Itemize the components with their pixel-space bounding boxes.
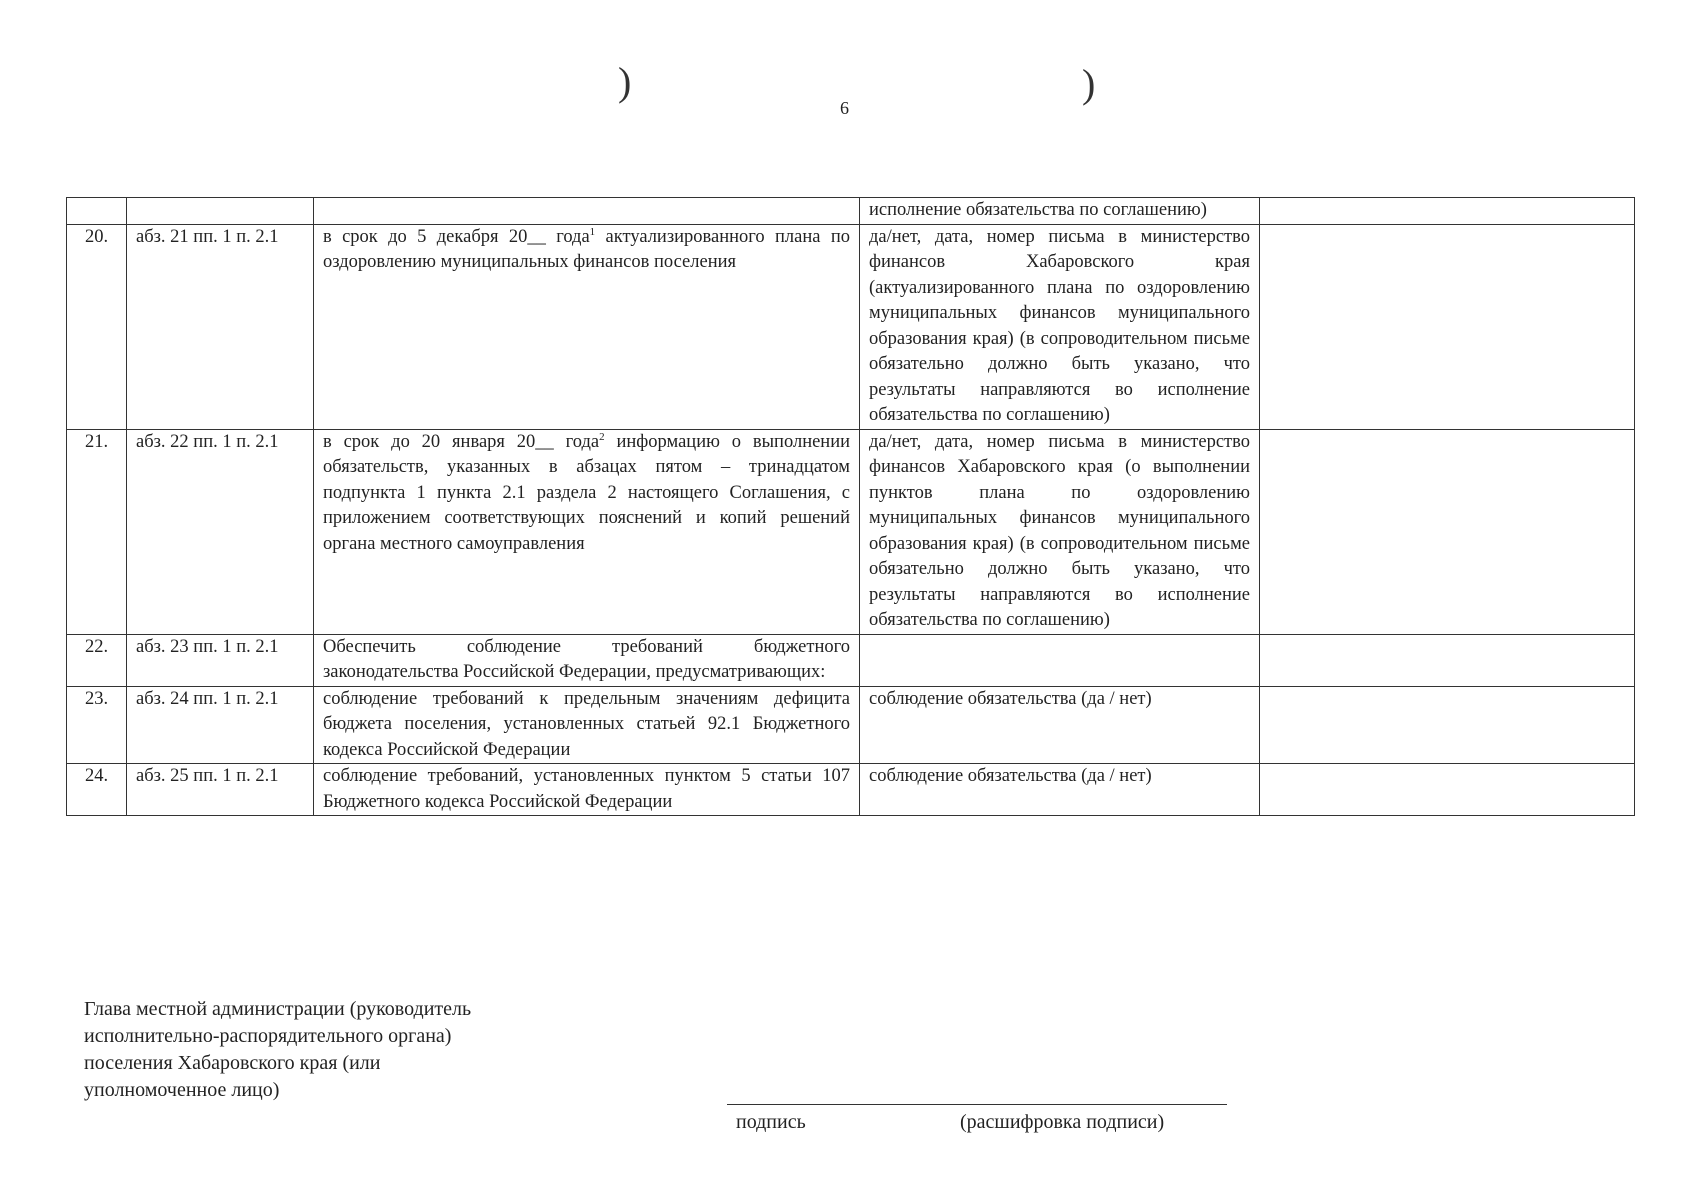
page-number: 6 — [840, 98, 849, 118]
signer-line: поселения Хабаровского края (или — [84, 1052, 381, 1074]
row-confirmation — [860, 634, 1260, 686]
row-obligation — [314, 198, 860, 225]
row-number: 23. — [67, 686, 127, 764]
row-confirmation: да/нет, дата, номер письма в министерство финансов Хабаровского края (о выполнении пунктов плана по оздоровлению муниципальных финансов муниципального образования края) (в сопроводительном письме обязательно должно быть указано, что результаты направляются во исполнение обязательства по соглашению) — [860, 429, 1260, 634]
row-number: 20. — [67, 224, 127, 429]
row-number: 21. — [67, 429, 127, 634]
row-number: 22. — [67, 634, 127, 686]
signer-line: Глава местной администрации (руководитель — [84, 998, 472, 1020]
table-row — [67, 224, 1635, 429]
row-reference: абз. 21 пп. 1 п. 2.1 — [127, 224, 314, 429]
row-obligation: соблюдение требований к предельным значениям дефицита бюджета поселения, установленных статьей 92.1 Бюджетного кодекса Российской Федерации — [314, 686, 860, 764]
row-note — [1260, 429, 1635, 634]
signer-line: уполномоченное лицо) — [84, 1079, 280, 1101]
table-row — [67, 686, 1635, 764]
signature-decoding-label: (расшифровка подписи) — [960, 1111, 1165, 1133]
row-note — [1260, 224, 1635, 429]
row-obligation: в срок до 20 января 20__ года$^2$ информацию о выполнении обязательств, указанных в абзацах пятом – тринадцатом подпункта 1 пункта 2.1 раздела 2 настоящего Соглашения, с приложением соответствующих пояснений и копий решений органа местного самоуправления — [314, 429, 860, 634]
table-row — [67, 198, 1635, 225]
footnote-mark: 1 — [589, 225, 596, 238]
row-confirmation: да/нет, дата, номер письма в министерство финансов Хабаровского края (актуализированного плана по оздоровлению муниципальных финансов муниципального образования края) (в сопроводительном письме обязательно должно быть указано, что результаты направляются во исполнение обязательства по соглашению) — [860, 224, 1260, 429]
row-note — [1260, 686, 1635, 764]
scan-mark-left: ) — [618, 59, 632, 104]
row-confirmation: соблюдение обязательства (да / нет) — [860, 764, 1260, 816]
signature-label: подпись — [736, 1111, 806, 1133]
signer-title — [84, 996, 604, 1104]
footnote-mark: 2 — [599, 430, 605, 443]
row-note — [1260, 634, 1635, 686]
signer-line: исполнительно-распорядительного органа) — [84, 1025, 452, 1047]
row-reference — [127, 198, 314, 225]
row-note — [1260, 764, 1635, 816]
row-confirmation: соблюдение обязательства (да / нет) — [860, 686, 1260, 764]
scan-mark-right: ) — [1082, 61, 1096, 106]
row-number — [67, 198, 127, 225]
table-row — [67, 764, 1635, 816]
row-note — [1260, 198, 1635, 225]
obligations-table — [66, 197, 1635, 816]
row-obligation: соблюдение требований, установленных пунктом 5 статьи 107 Бюджетного кодекса Российской Федерации — [314, 764, 860, 816]
table-row — [67, 634, 1635, 686]
row-reference: абз. 24 пп. 1 п. 2.1 — [127, 686, 314, 764]
row-number: 24. — [67, 764, 127, 816]
row-obligation: в срок до 5 декабря 20__ года$^1$ актуализированного плана по оздоровлению муниципальных финансов поселения — [314, 224, 860, 429]
row-reference: абз. 22 пп. 1 п. 2.1 — [127, 429, 314, 634]
row-obligation: Обеспечить соблюдение требований бюджетного законодательства Российской Федерации, предусматривающих: — [314, 634, 860, 686]
signature-line — [727, 1104, 1227, 1105]
row-confirmation: исполнение обязательства по соглашению) — [860, 198, 1260, 225]
row-reference: абз. 23 пп. 1 п. 2.1 — [127, 634, 314, 686]
table-row — [67, 429, 1635, 634]
row-reference: абз. 25 пп. 1 п. 2.1 — [127, 764, 314, 816]
